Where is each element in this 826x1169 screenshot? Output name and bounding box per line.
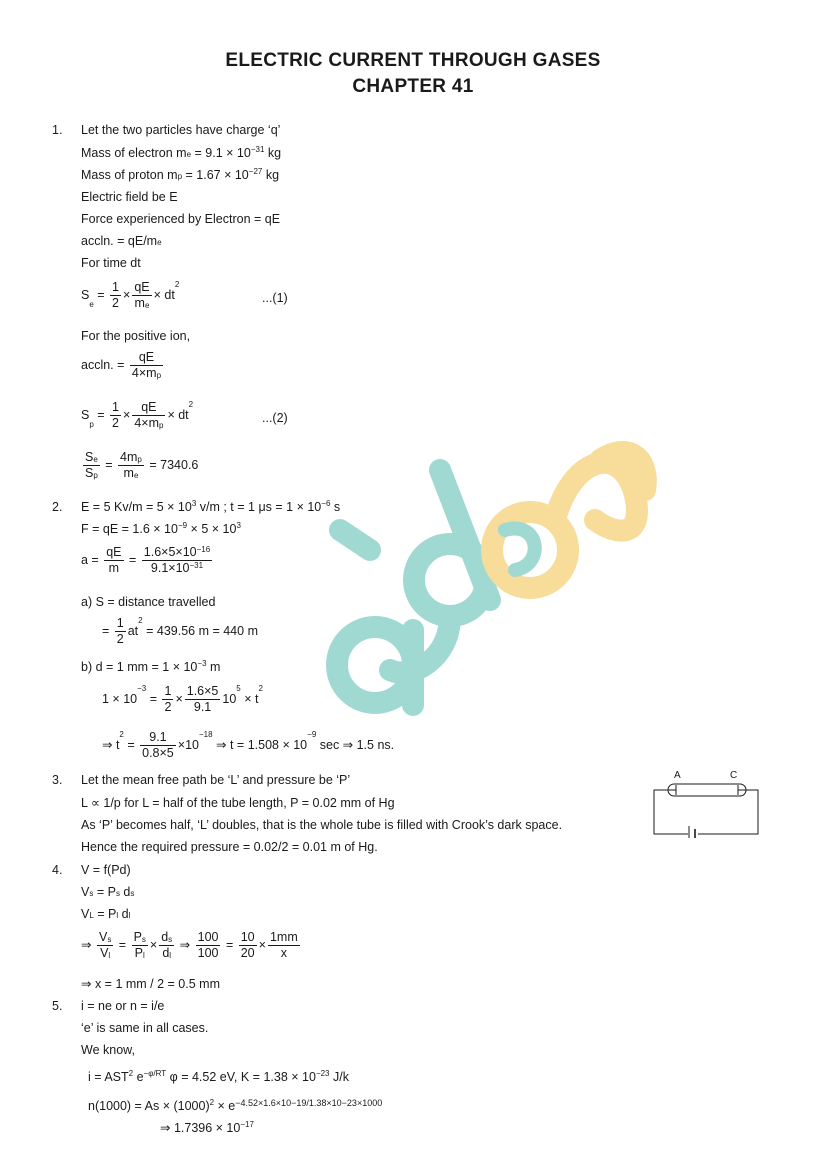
problem-number: 4. xyxy=(52,863,63,877)
text-line: $V_L = P_l$ $d_l$ xyxy=(81,907,131,921)
page-title: ELECTRIC CURRENT THROUGH GASES xyxy=(225,50,601,71)
text-line: Electric field be E xyxy=(81,190,178,204)
equation-b: $1 \times 10^{-3}$ = $\frac{1}{2}$ × $\frac{1.6\times 5}{9.1}$ $10^5 \times t^2$ xyxy=(102,684,263,714)
text-line: Hence the required pressure = 0.02/2 = 0.01 m of Hg. xyxy=(81,840,378,854)
discharge-tube-circuit-diagram xyxy=(650,766,762,838)
anode-label: A xyxy=(674,770,681,781)
equation-distance: = $\frac{1}{2}$ $at^2 = 439.56$ m = 440 m xyxy=(102,616,258,646)
text-line: Let the two particles have charge ‘q’ xyxy=(81,123,281,137)
text-line: As ‘P’ becomes half, ‘L’ doubles, that is the whole tube is filled with Crook’s dark space. xyxy=(81,818,563,832)
text-line: For the positive ion, xyxy=(81,329,191,343)
equation-ref: ...(1) xyxy=(262,291,288,305)
text-line: We know, xyxy=(81,1043,135,1057)
equation-1: $S_e$ = $\frac{1}{2}$ × $\frac{qE}{m_e}$ × $dt^2$ xyxy=(81,280,180,310)
equation-acceleration: a = $\frac{qE}{m}$ = $\frac{1.6\times 5\times 10^{-16}}{9.1\times 10^{-31}}$ xyxy=(81,545,211,575)
equation-ratio-4: ⇒ $\frac{V_s}{V_l}$ = $\frac{P_s}{P_l}$ × $\frac{d_s}{d_l}$ ⇒ $\frac{100}{100}$ = $\frac{10}{20}$ × $\frac{1mm}{x}$ xyxy=(81,930,298,960)
problem-number: 5. xyxy=(52,999,63,1013)
text-line: Mass of electron $m_e = 9.1 \times 10^{-31}$ kg xyxy=(81,145,282,160)
text-line: V = f(Pd) xyxy=(81,863,131,877)
text-line: Mass of proton $m_p = 1.67 \times 10^{-27}$ kg xyxy=(81,167,280,182)
text-line: $i = AST^2$ $e^{-\varphi/RT}$ φ = 4.52 eV, $K = 1.38 \times 10^{-23}$ J/k xyxy=(88,1069,349,1084)
text-line: accln. = $qE/m_e$ xyxy=(81,234,162,248)
cathode-label: C xyxy=(730,770,738,781)
equation-ref: ...(2) xyxy=(262,411,288,425)
text-line: E = 5 $Kv/m = 5 \times 10^3$ v/m ; t = 1 $\mu s = 1 \times 10^{-6}$ s xyxy=(81,499,341,514)
text-line: ⇒ x = 1 mm / 2 = 0.5 mm xyxy=(81,977,220,991)
text-line: i = ne or n = i/e xyxy=(81,999,165,1013)
text-line: $V_s = P_s$ $d_s$ xyxy=(81,885,135,899)
text-line: F = qE = $1.6 \times 10^{-9} \times 5 \times 10^3$ xyxy=(81,521,241,536)
text-line: a) S = distance travelled xyxy=(81,595,216,609)
text-line: ⇒ $1.7396 \times 10^{-17}$ xyxy=(160,1120,254,1135)
text-line: Force experienced by Electron = qE xyxy=(81,212,281,226)
problem-number: 1. xyxy=(52,123,63,137)
text-line: b) d = 1 mm = $1 \times 10^{-3}$ m xyxy=(81,659,221,674)
problem-number: 2. xyxy=(52,500,63,514)
text-line: Let the mean free path be ‘L’ and pressure be ‘P’ xyxy=(81,773,351,787)
equation-time: ⇒ $t^2$ = $\frac{9.1}{0.8\times 5}$ $\times 10^{-18}$ ⇒ $t = 1.508 \times 10^{-9}$ sec ⇒ 1.5 ns. xyxy=(102,730,395,760)
problem-number: 3. xyxy=(52,773,63,787)
text-line: L ∝ 1/p for L = half of the tube length, P = 0.02 mm of Hg xyxy=(81,796,395,810)
chapter-title: CHAPTER 41 xyxy=(352,76,474,97)
equation-accln: accln. = $\frac{qE}{4\times m_p}$ xyxy=(81,350,162,380)
aglasem-watermark-logo xyxy=(300,400,660,740)
text-line: For time dt xyxy=(81,256,141,270)
text-line: ‘e’ is same in all cases. xyxy=(81,1021,209,1035)
equation-ratio: $\frac{S_e}{S_p}$ = $\frac{4m_p}{m_e}$ = 7340.6 xyxy=(85,450,199,480)
equation-2: $S_p$ = $\frac{1}{2}$ × $\frac{qE}{4\times m_p}$ × $dt^2$ xyxy=(81,400,194,430)
text-line: $n(1000) = As \times (1000)^2 \times e^{-4.52\times 1.6\times 10-19/1.38\times 10-23\times 1000}$ xyxy=(88,1098,383,1113)
